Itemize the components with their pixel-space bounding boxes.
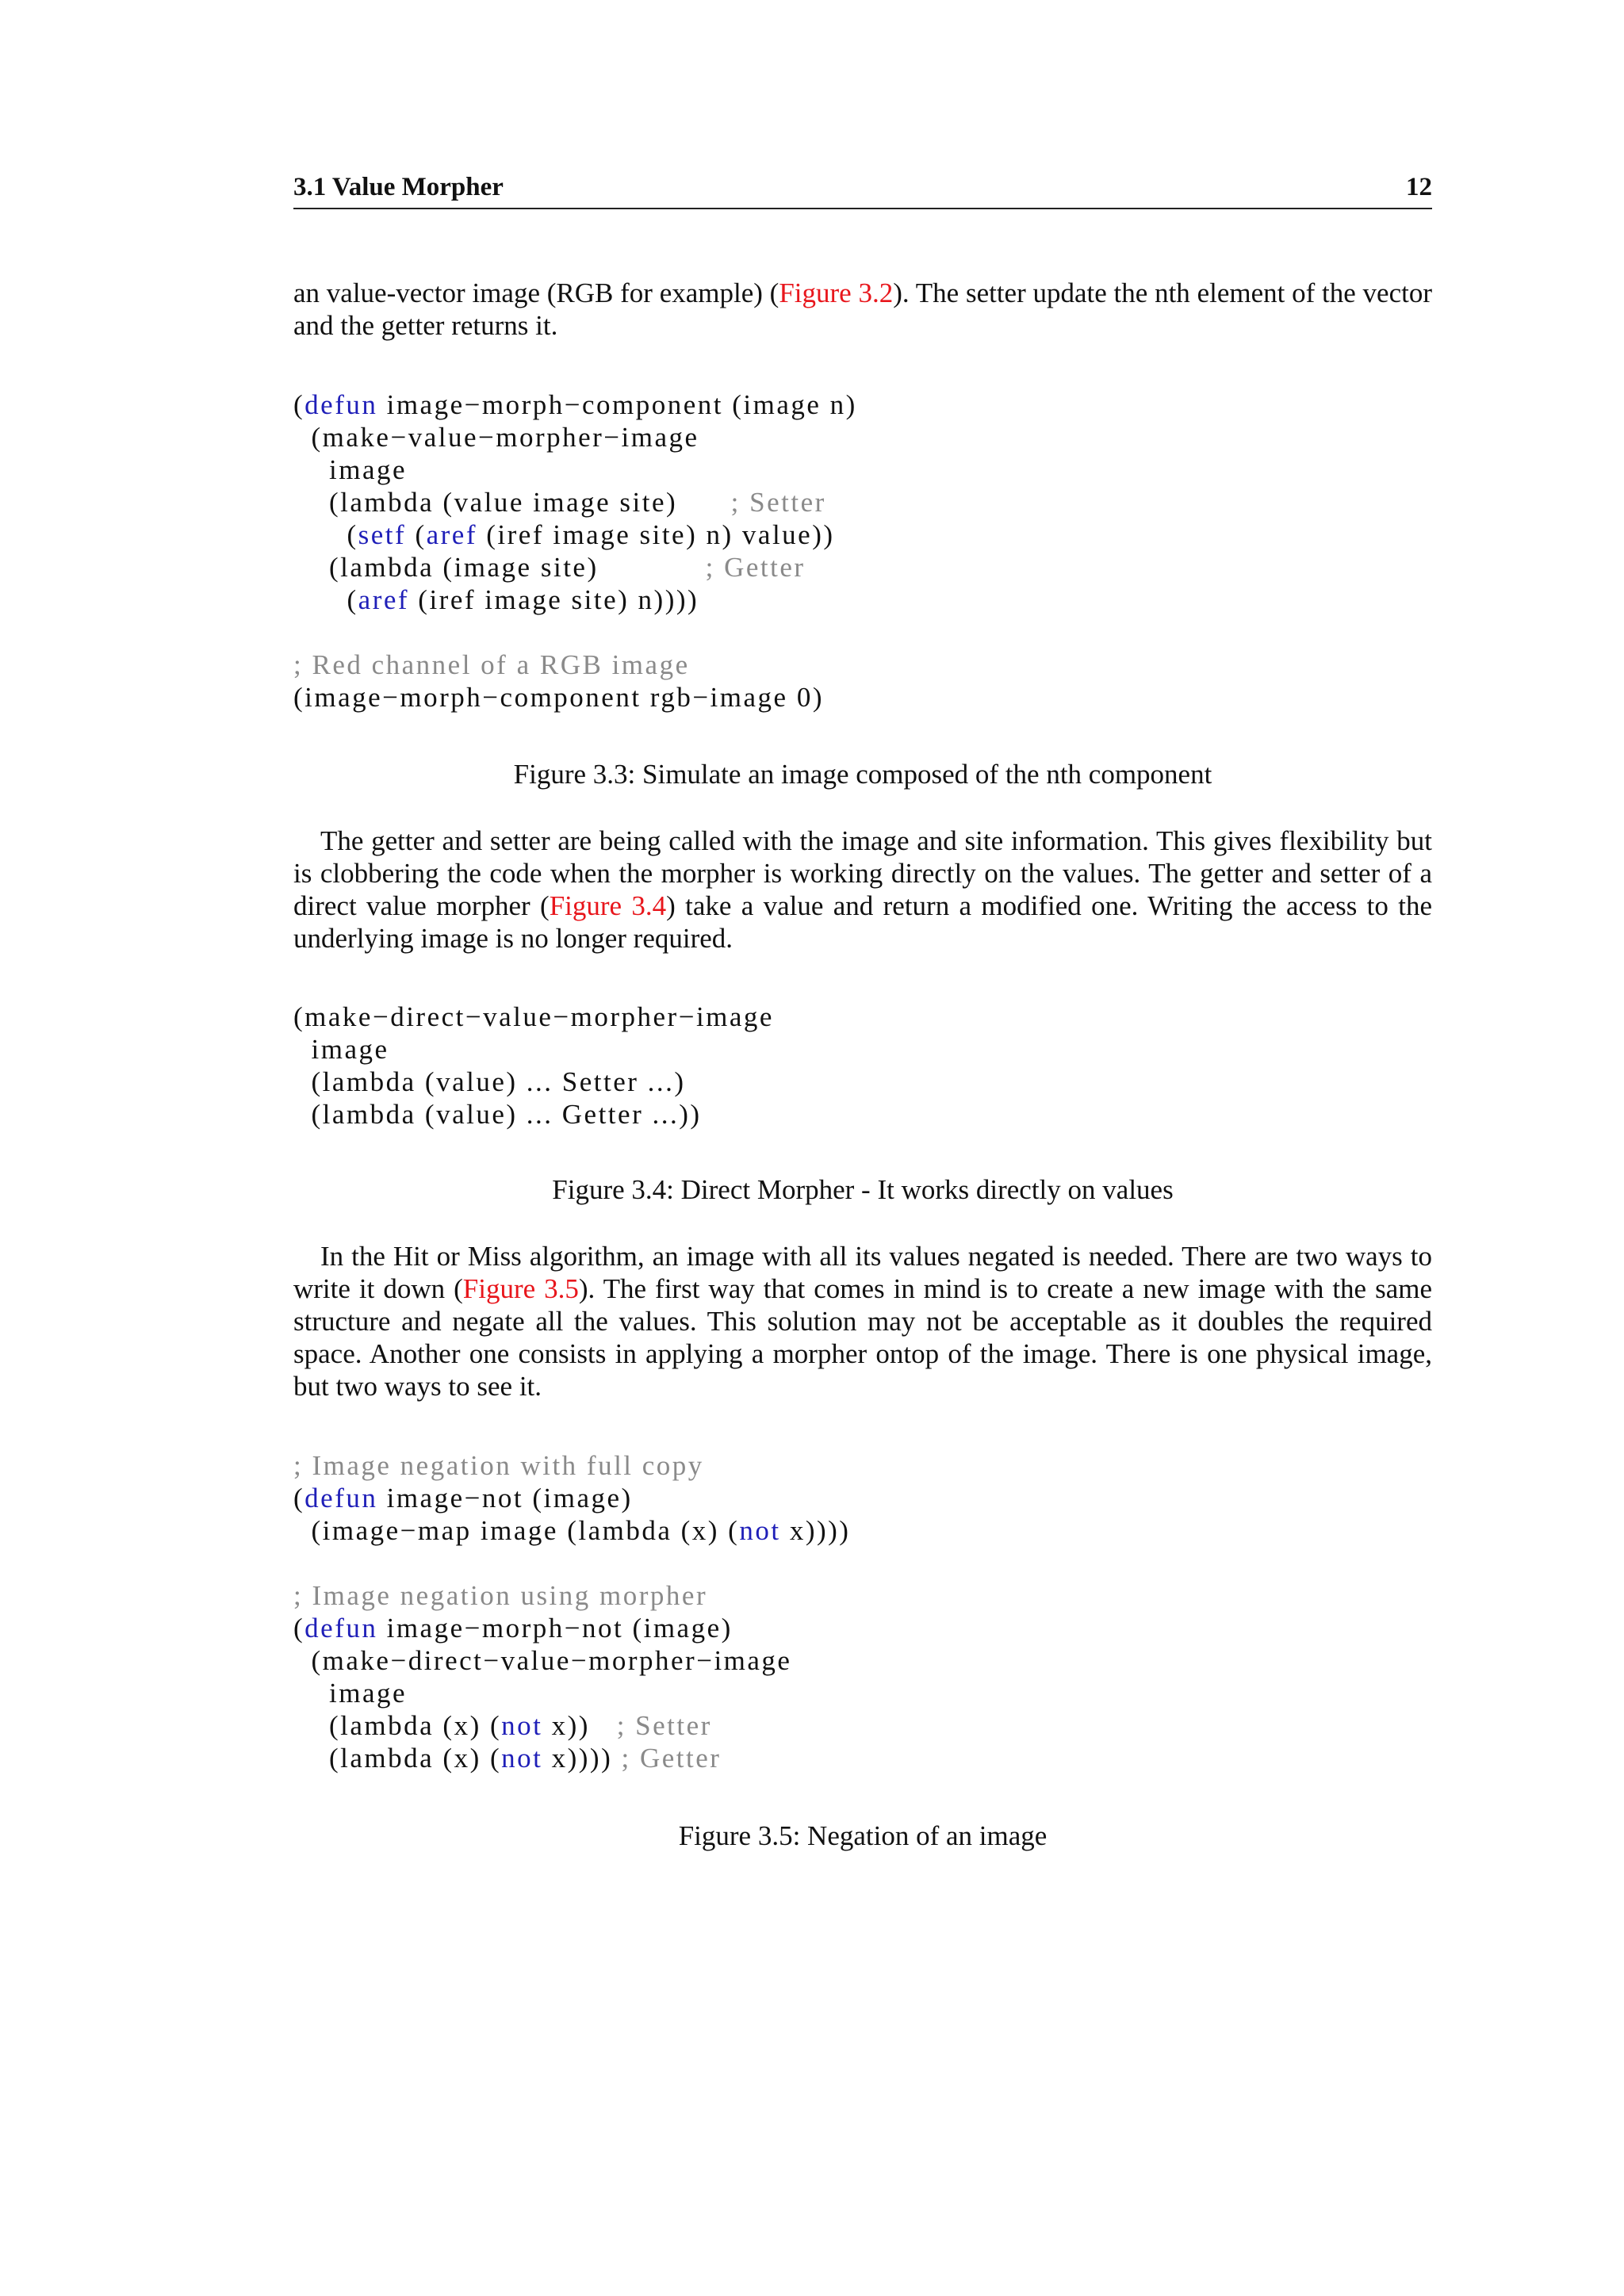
code-comment: ; Red channel of a RGB image — [293, 649, 690, 680]
code-keyword: defun — [304, 1613, 378, 1644]
code-comment: ; Getter — [705, 552, 806, 583]
code-listing-3-4 — [293, 1001, 774, 1131]
code-line — [293, 519, 857, 551]
code-line — [293, 1547, 850, 1579]
code-line — [293, 1066, 774, 1098]
paragraph-3: In the Hit or Miss algorithm, an image with all its values negated is needed. There are two ways to write it down (Figure 3.5). The first way that comes in mind is to create a new image with the same structure and negate all the values. This solution may not be acceptable as it doubles the required space. Another one consists in applying a morpher ontop of the image. There is one physical image, but two ways to see it. — [293, 1241, 1432, 1402]
code-line — [293, 1612, 850, 1644]
figure-3-3-caption: Figure 3.3: Simulate an image composed of the nth component — [513, 759, 1212, 790]
figure-3-2-link[interactable]: Figure 3.2 — [779, 277, 894, 308]
code-line — [293, 551, 857, 584]
code-line — [293, 1644, 850, 1677]
code-text: (make−direct−value−morpher−image — [293, 1001, 774, 1032]
code-line — [293, 1742, 850, 1774]
code-comment: ; Image negation with full copy — [293, 1450, 704, 1481]
code-line — [293, 388, 857, 421]
figure-3-4-link[interactable]: Figure 3.4 — [549, 890, 667, 921]
code-text: ( — [406, 519, 427, 550]
code-text: (lambda (value) ... Getter ...)) — [293, 1099, 702, 1130]
code-text: (iref image site) n) value)) — [477, 519, 835, 550]
figure-3-4-caption: Figure 3.4: Direct Morpher - It works directly on values — [552, 1174, 1174, 1205]
code-text: ( — [293, 519, 358, 550]
code-line — [293, 1677, 850, 1709]
code-line — [293, 681, 857, 714]
code-text: ( — [293, 1613, 305, 1644]
code-line — [293, 1482, 850, 1514]
code-text: ( — [293, 584, 358, 615]
code-line — [293, 486, 857, 519]
code-text: image — [293, 454, 408, 485]
paragraph-1: an value-vector image (RGB for example) (Figure 3.2). The setter update the nth element of the vector and the getter returns it. — [293, 277, 1432, 341]
code-text: (image−morph−component rgb−image 0) — [293, 682, 824, 713]
code-line — [293, 1098, 774, 1131]
code-text: (lambda (value image site) — [293, 487, 731, 518]
code-line — [293, 616, 857, 649]
header-rule — [293, 208, 1432, 209]
code-text: image — [293, 1034, 389, 1065]
code-line — [293, 421, 857, 453]
code-line — [293, 649, 857, 681]
code-text: image — [293, 1678, 408, 1709]
code-keyword: not — [739, 1515, 781, 1546]
code-line — [293, 584, 857, 616]
code-line — [293, 1001, 774, 1033]
page-number: 12 — [1406, 173, 1432, 201]
code-comment: ; Image negation using morpher — [293, 1580, 708, 1611]
code-comment: ; Setter — [730, 487, 826, 518]
code-text: (make−direct−value−morpher−image — [293, 1645, 792, 1676]
code-line — [293, 1033, 774, 1066]
code-text: ( — [293, 1483, 305, 1513]
code-keyword: defun — [304, 1483, 378, 1513]
code-keyword: not — [501, 1710, 543, 1741]
code-text: (make−value−morpher−image — [293, 422, 699, 453]
code-text: x)) — [542, 1710, 617, 1741]
code-text: image−not (image) — [377, 1483, 633, 1513]
code-keyword: defun — [304, 389, 378, 420]
code-comment: ; Getter — [621, 1743, 722, 1774]
code-text: image−morph−component (image n) — [377, 389, 857, 420]
code-text: x)))) — [780, 1515, 851, 1546]
paragraph-2: The getter and setter are being called with the image and site information. This gives flexibility but is clobbering the code when the morpher is working directly on the values. The getter and setter of a direct value morpher (Figure 3.4) take a value and return a modified one. Writing the access to the underlying image is no longer required. — [293, 825, 1432, 954]
code-text: x)))) — [542, 1743, 622, 1774]
code-text: ( — [293, 389, 305, 420]
code-text: image−morph−not (image) — [377, 1613, 733, 1644]
code-listing-3-5 — [293, 1449, 850, 1774]
code-line — [293, 1579, 850, 1612]
code-text: (lambda (value) ... Setter ...) — [293, 1066, 686, 1097]
code-line — [293, 453, 857, 486]
code-line — [293, 1514, 850, 1547]
figure-3-5-link[interactable]: Figure 3.5 — [462, 1273, 579, 1304]
code-comment: ; Setter — [616, 1710, 712, 1741]
section-title: 3.1 Value Morpher — [293, 173, 504, 201]
code-text: (image−map image (lambda (x) ( — [293, 1515, 740, 1546]
figure-3-5-caption: Figure 3.5: Negation of an image — [678, 1820, 1048, 1851]
code-keyword: aref — [358, 584, 410, 615]
code-keyword: aref — [426, 519, 477, 550]
code-line — [293, 1709, 850, 1742]
code-keyword: not — [501, 1743, 543, 1774]
code-keyword: setf — [358, 519, 407, 550]
code-line — [293, 1449, 850, 1482]
code-text: (lambda (image site) — [293, 552, 706, 583]
code-text: (iref image site) n)))) — [409, 584, 699, 615]
code-text: (lambda (x) ( — [293, 1743, 502, 1774]
code-listing-3-3 — [293, 388, 857, 714]
code-text: (lambda (x) ( — [293, 1710, 502, 1741]
running-header — [293, 173, 1432, 202]
